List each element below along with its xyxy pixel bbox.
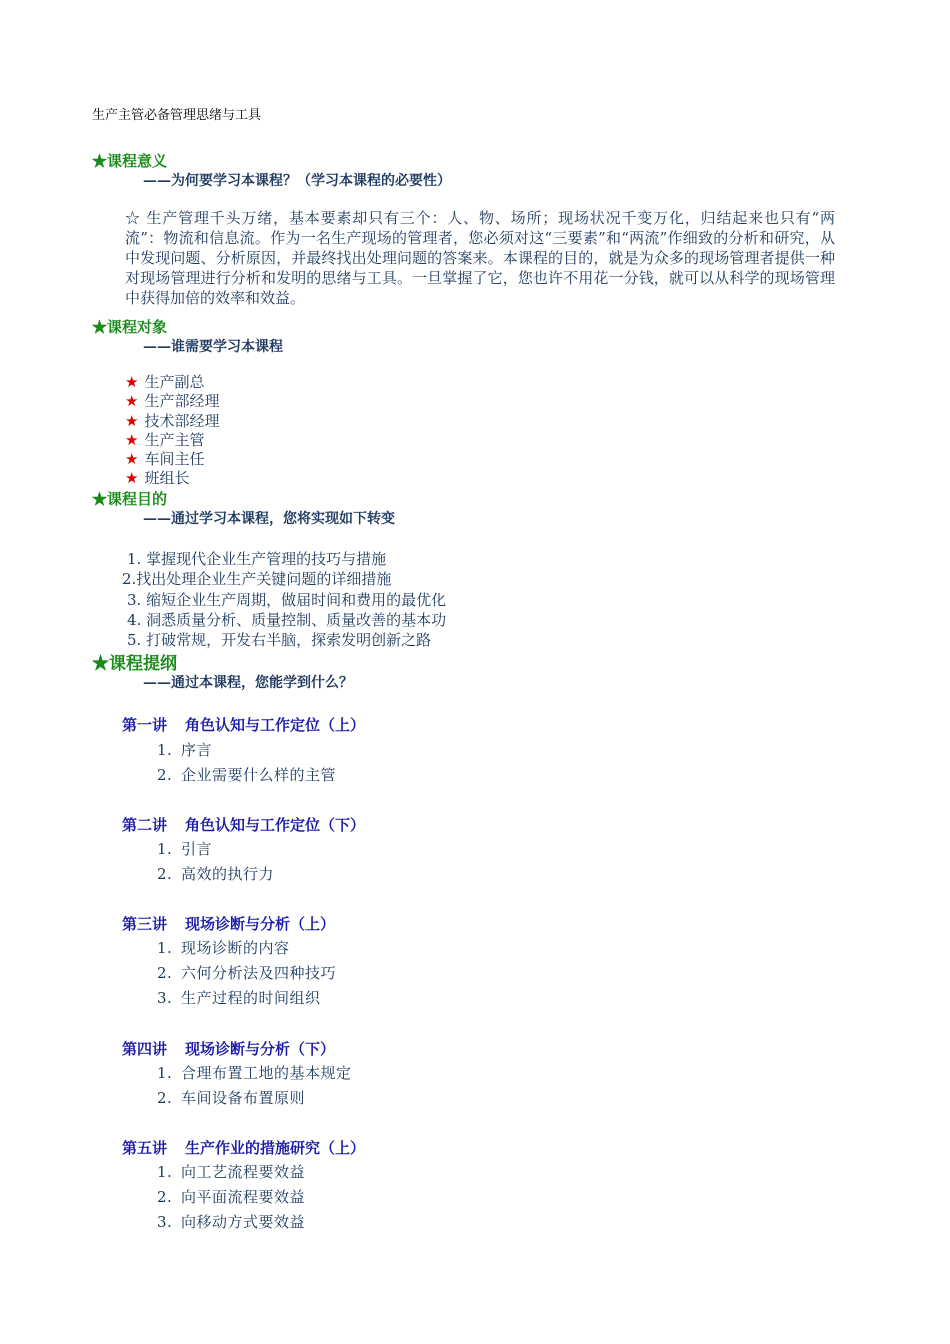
goal-item-2: 2.找出处理企业生产关键问题的详细措施 bbox=[122, 570, 392, 588]
goal-item-1: 1. 掌握现代企业生产管理的技巧与措施 bbox=[127, 550, 387, 568]
section-subtitle-audience: ——谁需要学习本课程 bbox=[143, 339, 283, 355]
section-subtitle-goals: ——通过学习本课程，您将实现如下转变 bbox=[143, 511, 395, 527]
section-heading-audience: ★课程对象 bbox=[92, 318, 168, 336]
audience-list bbox=[125, 373, 219, 489]
red-star-icon: ★ bbox=[125, 450, 139, 469]
lecture-item: 1. 向工艺流程要效益 bbox=[157, 1163, 306, 1181]
lecture-heading: 第三讲 现场诊断与分析（上） bbox=[122, 915, 336, 933]
lecture-heading: 第四讲 现场诊断与分析（下） bbox=[122, 1040, 336, 1058]
lecture-heading: 第五讲 生产作业的措施研究（上） bbox=[122, 1139, 366, 1157]
lecture-item: 3. 向移动方式要效益 bbox=[157, 1213, 306, 1231]
section-heading-outline: ★课程提纲 bbox=[92, 654, 177, 674]
lecture-item: 1. 引言 bbox=[157, 840, 213, 858]
list-item: ★ 生产副总 bbox=[125, 373, 205, 391]
lecture-heading: 第一讲 角色认知与工作定位（上） bbox=[122, 716, 366, 734]
goal-item-5: 5. 打破常规，开发右半脑，探索发明创新之路 bbox=[127, 631, 432, 649]
list-item: ★ 生产部经理 bbox=[125, 392, 220, 411]
lecture-item: 2. 六何分析法及四种技巧 bbox=[157, 964, 337, 982]
lecture-item: 2. 车间设备布置原则 bbox=[157, 1089, 306, 1107]
list-item: ★ 班组长 bbox=[125, 469, 190, 488]
section-subtitle-outline: ——通过本课程，您能学到什么？ bbox=[143, 675, 353, 691]
lecture-item: 2. 企业需要什么样的主管 bbox=[157, 766, 337, 784]
red-star-icon: ★ bbox=[125, 373, 139, 391]
significance-paragraph: ☆ 生产管理千头万绪，基本要素却只有三个：人、物、场所；现场状况千变万化，归结起来也只有“两流”：物流和信息流。作为一名生产现场的管理者，您必须对这“三要素”和“两流”作细致的分析和研究，从中发现问题、分析原因，并最终找出处理问题的答案来。本课程的目的，就是为众多的现场管理者提供一种对现场管理进行分析和发明的思绪与工具。一旦掌握了它，您也许不用花一分钱，就可以从科学的现场管理中获得加倍的效率和效益。 bbox=[125, 209, 835, 307]
lecture-item: 2. 高效的执行力 bbox=[157, 865, 275, 883]
red-star-icon: ★ bbox=[125, 430, 139, 449]
red-star-icon: ★ bbox=[125, 469, 139, 488]
red-star-icon: ★ bbox=[125, 411, 139, 430]
list-item: ★ 车间主任 bbox=[125, 450, 205, 469]
lecture-item: 1. 现场诊断的内容 bbox=[157, 939, 290, 957]
lecture-heading: 第二讲 角色认知与工作定位（下） bbox=[122, 816, 366, 834]
star-icon: ★ bbox=[92, 654, 109, 674]
section-subtitle-significance: ——为何要学习本课程？（学习本课程的必要性） bbox=[143, 173, 451, 189]
section-heading-goals: ★课程目的 bbox=[92, 490, 168, 508]
list-item: ★ 生产主管 bbox=[125, 430, 205, 449]
star-icon: ★ bbox=[92, 490, 108, 508]
list-item: ★ 技术部经理 bbox=[125, 411, 220, 430]
star-icon: ★ bbox=[92, 318, 108, 336]
red-star-icon: ★ bbox=[125, 392, 139, 411]
goal-item-3: 3. 缩短企业生产周期，做届时间和费用的最优化 bbox=[127, 591, 447, 609]
lecture-item: 1. 合理布置工地的基本规定 bbox=[157, 1064, 352, 1082]
goal-item-4: 4. 洞悉质量分析、质量控制、质量改善的基本功 bbox=[127, 611, 447, 629]
lecture-item: 2. 向平面流程要效益 bbox=[157, 1188, 306, 1206]
lecture-item: 3. 生产过程的时间组织 bbox=[157, 989, 321, 1007]
section-heading-significance: ★课程意义 bbox=[92, 152, 168, 170]
document-title: 生产主管必备管理思绪与工具 bbox=[92, 108, 262, 123]
lecture-item: 1. 序言 bbox=[157, 741, 213, 759]
star-icon: ★ bbox=[92, 152, 108, 170]
